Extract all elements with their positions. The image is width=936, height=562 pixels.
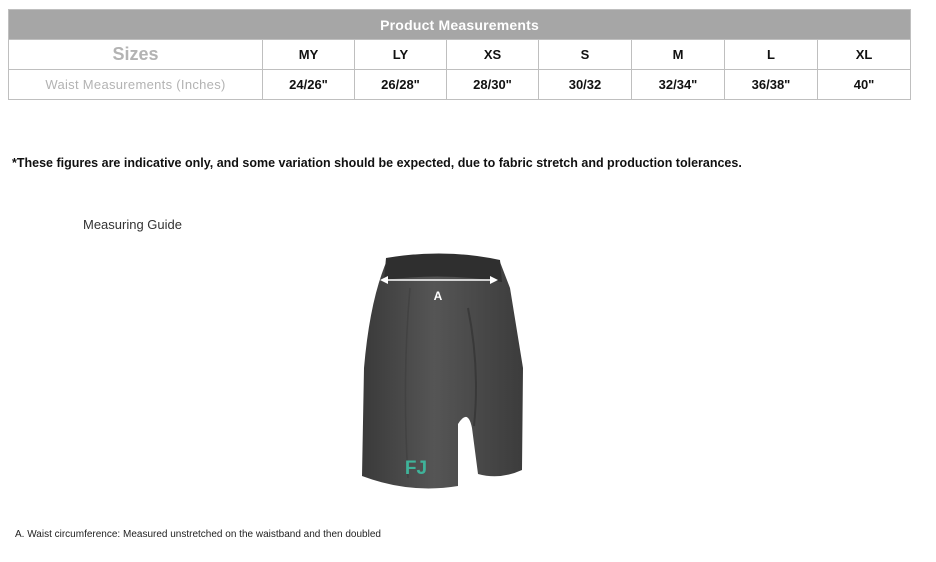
waist-value: 36/38" bbox=[725, 70, 818, 100]
table-title: Product Measurements bbox=[9, 10, 911, 40]
waist-value: 24/26" bbox=[263, 70, 355, 100]
shorts-illustration bbox=[350, 248, 540, 498]
measuring-guide-title: Measuring Guide bbox=[83, 217, 182, 232]
sizes-row-label: Sizes bbox=[9, 40, 263, 70]
disclaimer-text: *These figures are indicative only, and some variation should be expected, due to fabric stretch and production tolerances. bbox=[12, 156, 742, 170]
size-header: MY bbox=[263, 40, 355, 70]
measurements-table bbox=[8, 9, 911, 100]
sizes-row bbox=[9, 40, 911, 70]
shorts-body bbox=[362, 255, 523, 489]
size-header: M bbox=[632, 40, 725, 70]
waist-value: 28/30" bbox=[447, 70, 539, 100]
size-header: LY bbox=[355, 40, 447, 70]
waist-value: 32/34" bbox=[632, 70, 725, 100]
waist-value: 40" bbox=[818, 70, 911, 100]
logo-text: FJ bbox=[404, 458, 428, 479]
size-header: XL bbox=[818, 40, 911, 70]
waist-value: 30/32 bbox=[539, 70, 632, 100]
size-header: S bbox=[539, 40, 632, 70]
size-header: XS bbox=[447, 40, 539, 70]
waist-row-label: Waist Measurements (Inches) bbox=[9, 70, 263, 100]
waist-row bbox=[9, 70, 911, 100]
waist-value: 26/28" bbox=[355, 70, 447, 100]
size-header: L bbox=[725, 40, 818, 70]
measurement-footnote: A. Waist circumference: Measured unstretched on the waistband and then doubled bbox=[15, 529, 381, 540]
waist-marker-label: A bbox=[433, 289, 443, 303]
measurements-table-container bbox=[8, 9, 910, 100]
